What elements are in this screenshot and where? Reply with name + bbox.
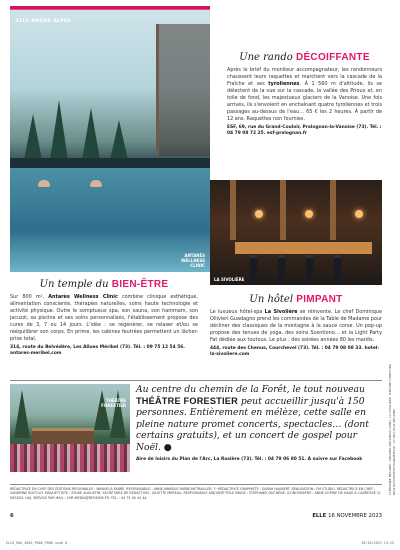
body-text-part: combine clinique esthétique, alimentation consciente, thérapies naturelles, soins haute technologie et activité physique. Outre le somptueux spa, son sauna, son hammam, son jacuzzi, sa piscine et ses soins personnalisés, l'établissement propose des cures de 3, 7 ou 14 jours. L'idée : se régénérer, se relaxer et/ou se rééquilibrer son corps. En prime, les cabines feutrées permettent un lâcher-prise total. (10, 294, 198, 342)
article-wellness-body (10, 294, 198, 343)
bar-photo-credit: LA SIVOLIÈRE (214, 277, 245, 282)
tree-shape (110, 120, 128, 160)
swimmer-figure (90, 180, 102, 187)
article-randonnee-info: ESF, 69, rue du Grand-Couloir, Pralognan-la-Vanoise (73). Tél. : 04 79 08 72 25. esf-pralognan.fr (227, 125, 382, 137)
theatre-photo (10, 384, 130, 472)
article-wellness (10, 279, 198, 357)
theatre-stage (32, 428, 94, 444)
theatre-photo-credit: THÉÂTRE FORESTIER (101, 398, 126, 408)
bar-stool (334, 255, 341, 283)
tree-shape (94, 390, 110, 430)
body-text-part: . À 1 560 m d'altitude, ils se délectent de la vue sur la cascade, la vallée des Prioux et, en toile de fond, les majestueux glaciers de la Vanoise. Une fois arrivés, ils s'envolent en enchaînant quatre tyroliennes et trois passages au-dessus de l'eau… 65 € les 2 heures. À partir de 12 ans. Raquettes non fournies. (227, 81, 382, 122)
wood-beam (330, 180, 336, 240)
pool-photo (10, 10, 210, 272)
print-slug-file: ELLR_RAG_4065_P006_P006.indd 6 (6, 541, 68, 545)
article-theatre-lead (136, 384, 382, 454)
lamp-glow (355, 210, 363, 218)
body-text-bold: Antarès Wellness Clinic (48, 294, 118, 300)
print-slug-timestamp: 30/10/2023 15:15 (361, 541, 394, 545)
lamp-glow (255, 210, 263, 218)
folio-magazine (312, 513, 382, 519)
issue-date: 16 NOVEMBRE 2023 (328, 513, 382, 519)
title-prefix: Une rando (239, 52, 296, 63)
bar-stool (278, 255, 285, 283)
lead-text-part: Au centre du chemin de la Forêt, le tout nouveau (136, 384, 365, 395)
page-number: 6 (10, 513, 14, 519)
article-sivoliere (210, 294, 382, 358)
article-randonnee (227, 52, 382, 137)
swimmer-figure (38, 180, 50, 187)
print-slug (6, 541, 394, 545)
article-theatre-info: Aire de loisirs du Plan de l'Arc, La Rosière (73). Tél. : 04 79 06 80 51. À suivre sur Facebook (136, 456, 363, 462)
photo-credits-vertical: STÉPHANIE BEAUBET, ANTARÈS WELLNESS CLINIC, LA SIVOLIÈRE, THÉÂTRE FORESTIER. RÉALISATION PHOTOGRAPHIQUE : STUDIO ELLE RÉGIONS (388, 363, 396, 495)
article-sivoliere-body (210, 309, 382, 344)
pool-edge (10, 158, 210, 168)
article-sivoliere-info: 444, route des Chenus, Courchevel (73). Tél. : 04 79 08 08 33. hotel-la-sivoliere.com (210, 346, 380, 358)
magazine-name: ELLE (312, 513, 327, 519)
lamp-glow (305, 210, 313, 218)
body-text-part: Après le brief du moniteur accompagnateur, les randonneurs chaussent leurs raquettes et marchent vers la cascade de la Fraîche et ses (227, 67, 382, 87)
article-sivoliere-title (210, 294, 382, 305)
tree-shape (24, 114, 42, 160)
title-emphasis: DÉCOIFFANTE (295, 52, 370, 63)
body-text-part: se réinvente. Le chef Dominique Ollivieri Guadagno prend les commandes de la Table de Madame pour décliner des classiques de la montagne à la sauce corse. Un pop-up propose des tenues de yoga, des soins Scentiono… et la Light Party Fat dédiée aux toutous. Le plus : des soirées années 80 les mardis. (210, 309, 383, 343)
article-wellness-info: 314, route du Belvédère, Les Allues Méribel (73). Tél. : 09 75 12 54 56. antares-meribel.com (10, 345, 185, 357)
body-text-bold: tyroliennes (268, 81, 300, 87)
wood-beam (230, 180, 236, 240)
staff-credits: RÉDACTRICE EN CHEF DES ÉDITIONS RÉGIONALES : MANUELA FABRE. RESPONSABLE : ANNE-MAREILE FABRE-METRAILLER. 7ᵉ RÉDACTRICE GRAPHISTE : SARAH HAUBERT. RÉALISATION : FM STUDIO. RÉDACTRICE EN CHEF : SANDRINE BOITOUT. MAQUETTISTE : SYLVIE AUGUSTIN. SECRÉTAIRE DE RÉDACTION : JULIETTE MEREAU. RESPONSABLE ADJOINTE PÔLE IMAGE : STÉPHANIE DUCHÊNE. ICONOGRAPHE : ANNE-SOPHIE DE HAAS À L'ADRESSE CI-DESSUS. HAI, SERVICE PAR MAIL : CHR.MEDIA@REGIONS.FR. TÉL. : 04 75 40 44 44. (10, 487, 382, 500)
section-divider (10, 380, 382, 381)
tree-shape (50, 100, 68, 160)
pool-window-frame (156, 24, 210, 156)
title-emphasis: BIEN-ÊTRE (111, 279, 169, 290)
hotel-bar-photo (210, 180, 382, 285)
article-randonnee-title (227, 52, 382, 63)
body-text-bold: La Sivolière (264, 309, 298, 315)
title-prefix: Un hôtel (249, 294, 297, 305)
body-text-part: Sur 800 m², (10, 294, 49, 300)
pool-photo-credit: ANTARÈS WELLNESS CLINIC (181, 253, 205, 268)
tree-shape (14, 390, 30, 438)
tree-shape (82, 108, 100, 160)
region-tag: ELLE RHÔNE-ALPES (16, 19, 72, 24)
article-wellness-title (10, 279, 198, 290)
title-prefix: Un temple du (39, 279, 112, 290)
wood-beam (280, 180, 286, 240)
article-randonnee-body (227, 67, 382, 123)
bar-stool (306, 255, 313, 283)
section-divider (10, 484, 382, 485)
article-theatre (136, 384, 382, 463)
bar-counter (235, 242, 372, 254)
body-text-part: Le luxueux hôtel-spa (210, 309, 265, 315)
bar-stool (250, 255, 257, 283)
lead-text-bold: THÉÂTRE FORESTIER (136, 395, 238, 406)
audience-seats (10, 444, 130, 472)
lead-text-part: peut accueillir jusqu'à 150 personnes. Entièrement en mélèze, cette salle en pleine nature promet concerts, spectacles… (dont certains gratuits), et un concert de gospel pour Noël. ● (136, 395, 369, 453)
title-emphasis: PIMPANT (296, 294, 343, 305)
